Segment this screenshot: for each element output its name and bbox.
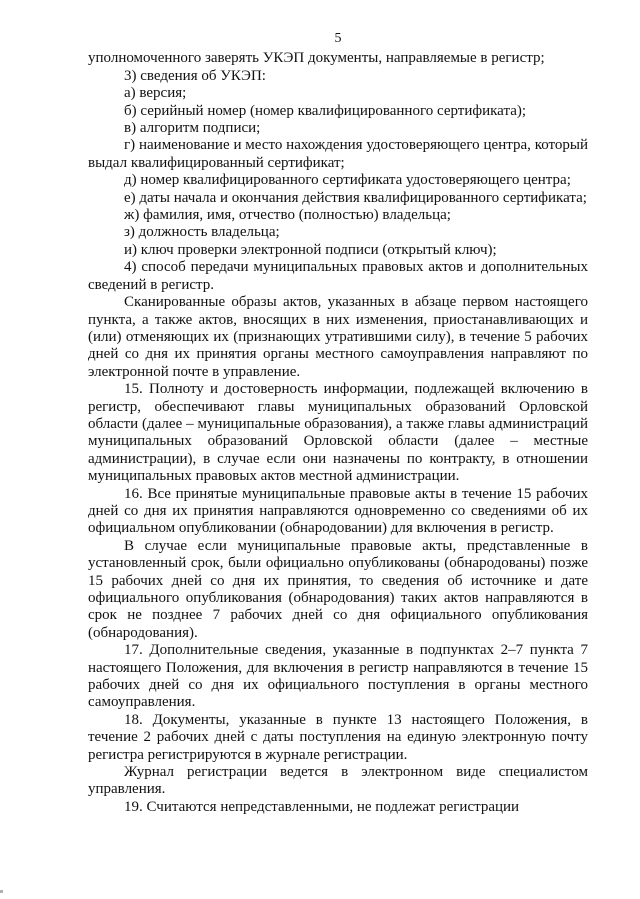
- list-item-owner-name: ж) фамилия, имя, отчество (полностью) владельца;: [124, 207, 451, 224]
- paragraph-transfer-method: 4) способ передачи муниципальных правовых актов и дополнительных сведений в регистр.: [88, 259, 588, 293]
- paragraph-scanned-images: Сканированные образы актов, указанных в абзаце первом настоящего пункта, а также актов, вносящих в них изменения, приостанавливающих и (или) отменяющих их (признающих утратившими силу), в течение 5 рабочих дней со дня их принятия органы местного самоуправления направляют по электронной почте в управление.: [88, 294, 588, 380]
- list-item-center-certificate-number: д) номер квалифицированного сертификата удостоверяющего центра;: [124, 172, 571, 189]
- scan-speck: [0, 890, 3, 893]
- list-item-signature-algorithm: в) алгоритм подписи;: [124, 120, 261, 137]
- list-item-certificate-dates: е) даты начала и окончания действия квалифицированного сертификата;: [124, 189, 587, 206]
- paragraph-section-16: 16. Все принятые муниципальные правовые акты в течение 15 рабочих дней со дня их принятия направляются одновременно со сведениями об их официальном опубликовании (обнародовании) для включения в регистр.: [88, 485, 588, 537]
- page-number: 5: [334, 31, 342, 46]
- paragraph-ukep-info: 3) сведения об УКЭП:: [124, 67, 266, 84]
- paragraph-section-15: 15. Полноту и достоверность информации, подлежащей включению в регистр, обеспечивают главы муниципальных образований Орловской области (далее – муниципальные образования), а также главы администраций муниципальных образований Орловской области (далее – местные администрации), в случае если они назначены по контракту, в отношении муниципальных правовых актов местной администрации.: [88, 381, 588, 485]
- list-item-owner-position: з) должность владельца;: [124, 224, 280, 241]
- document-page: [88, 30, 588, 816]
- paragraph-late-publication: В случае если муниципальные правовые акты, представленные в установленный срок, были официально опубликованы (обнародованы) позже 15 рабочих дней со дня их принятия, то сведения об источнике и дате официального опубликования (обнародования) таких актов направляются в срок не позднее 7 рабочих дней со дня официального опубликования (обнародования).: [88, 537, 588, 641]
- paragraph-section-17: 17. Дополнительные сведения, указанные в подпунктах 2–7 пункта 7 настоящего Положения, для включения в регистр направляются в течение 15 рабочих дней со дня их официального поступления в органы местного самоуправления.: [88, 642, 588, 711]
- list-item-public-key: и) ключ проверки электронной подписи (открытый ключ);: [124, 241, 497, 258]
- paragraph-continuation: уполномоченного заверять УКЭП документы, направляемые в регистр;: [88, 50, 545, 67]
- paragraph-journal: Журнал регистрации ведется в электронном виде специалистом управления.: [88, 764, 588, 798]
- paragraph-section-19: 19. Считаются непредставленными, не подлежат регистрации: [124, 798, 520, 815]
- list-item-version: а) версия;: [124, 85, 187, 102]
- paragraph-section-18: 18. Документы, указанные в пункте 13 настоящего Положения, в течение 2 рабочих дней с даты поступления на единую электронную почту регистра регистрируются в журнале регистрации.: [88, 711, 588, 763]
- list-item-certification-center: г) наименование и место нахождения удостоверяющего центра, который выдал квалифицированный сертификат;: [88, 137, 588, 171]
- list-item-serial-number: б) серийный номер (номер квалифицированного сертификата);: [124, 102, 527, 119]
